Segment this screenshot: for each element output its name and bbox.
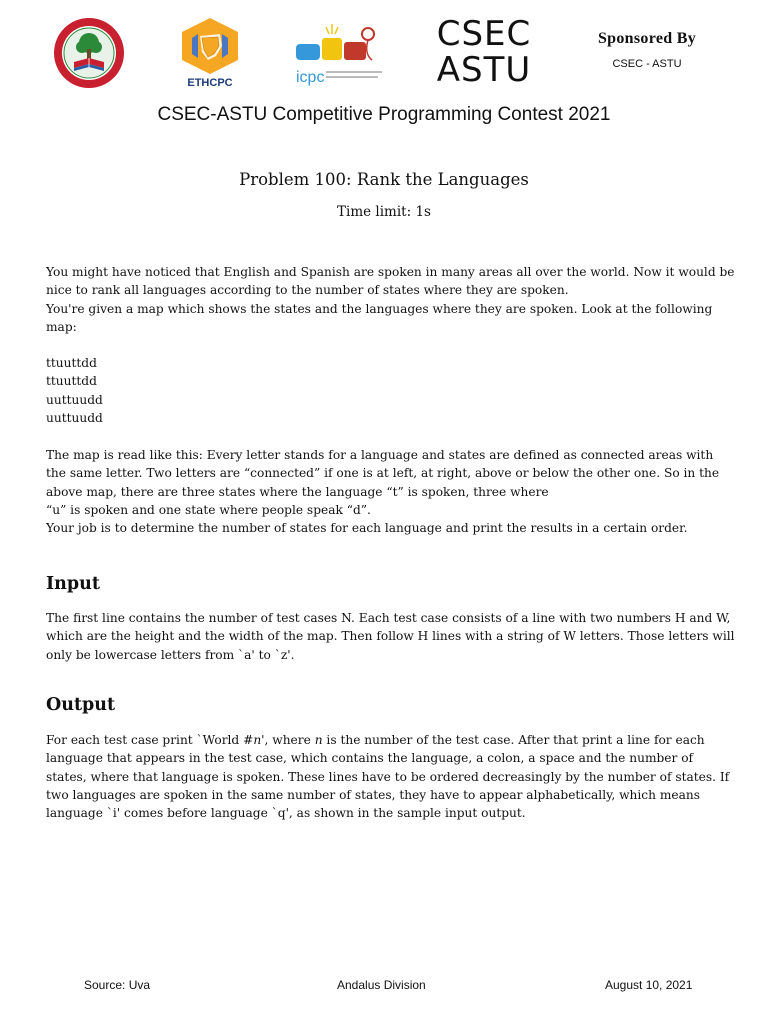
input-section <box>46 609 736 664</box>
astu-seal-logo <box>52 16 126 95</box>
statement-intro <box>46 263 736 336</box>
map-row: uuttuudd <box>46 410 103 425</box>
icpc-balloons-icon <box>292 20 386 90</box>
astu-logo-text: ASTU <box>436 50 532 90</box>
astu-seal-icon <box>52 16 126 90</box>
problem-title: Problem 100: Rank the Languages <box>239 170 529 189</box>
statement-paragraph-1: You might have noticed that English and Spanish are spoken in many areas all over the world. Now it would be nice to rank all languages according to the number of states where they are spoken. <box>46 265 735 298</box>
output-text: For each test case print `World #n', where n is the number of the test case. After that print a line for each language that appears in the test case, which contains the language, a colon, a space and the number of states, where that language is spoken. These lines have to be ordered decreasingly by the number of states. If two languages are spoken in the same number of states, they have to appear alphabetically, which means language `i' comes before language `q', as shown in the sample input output. <box>46 733 730 821</box>
sponsor-title: Sponsored By <box>597 30 696 47</box>
sponsor-name: CSEC - ASTU <box>612 58 682 70</box>
statement-explanation <box>46 446 736 537</box>
map-row: ttuuttdd <box>46 356 97 370</box>
statement-paragraph-4: “u” is spoken and one state where people speak “d”. <box>46 502 371 517</box>
csec-astu-logo <box>432 16 536 88</box>
example-map <box>46 354 103 427</box>
footer-division: Andalus Division <box>337 978 426 992</box>
logo-bar <box>0 14 768 94</box>
footer-date: August 10, 2021 <box>605 978 693 992</box>
contest-title: CSEC-ASTU Competitive Programming Contest 2021 <box>157 104 611 125</box>
statement-paragraph-5: Your job is to determine the number of states for each language and print the results in a certain order. <box>46 521 688 536</box>
csec-logo-text: CSEC <box>436 14 532 54</box>
statement-paragraph-3: The map is read like this: Every letter stands for a language and states are defined as connected areas with the same letter. Two letters are “connected” if one is at left, at right, above or below the other one. So in the above map, there are three states where the language “t” is spoken, three where <box>46 448 720 499</box>
svg-text:ETHCPC: ETHCPC <box>187 77 233 89</box>
output-section <box>46 731 736 822</box>
ethcpc-logo <box>172 16 248 97</box>
input-text: The first line contains the number of test cases N. Each test case consists of a line with two numbers H and W, which are the height and the width of the map. Then follow H lines with a string of W letters. Those letters will only be lowercase letters from `a' to `z'. <box>46 611 735 662</box>
input-heading: Input <box>46 574 100 594</box>
statement-paragraph-2: You're given a map which shows the states and the languages where they are spoken. Look at the following map: <box>46 301 713 334</box>
map-row: uuttuudd <box>46 392 103 407</box>
svg-text:icpc: icpc <box>296 69 325 86</box>
footer-source: Source: Uva <box>84 978 151 992</box>
icpc-logo <box>292 20 386 95</box>
output-heading: Output <box>46 695 116 715</box>
map-row: ttuuttdd <box>46 374 97 389</box>
time-limit: Time limit: 1s <box>337 204 431 220</box>
hexagon-africa-map-icon <box>172 16 248 92</box>
